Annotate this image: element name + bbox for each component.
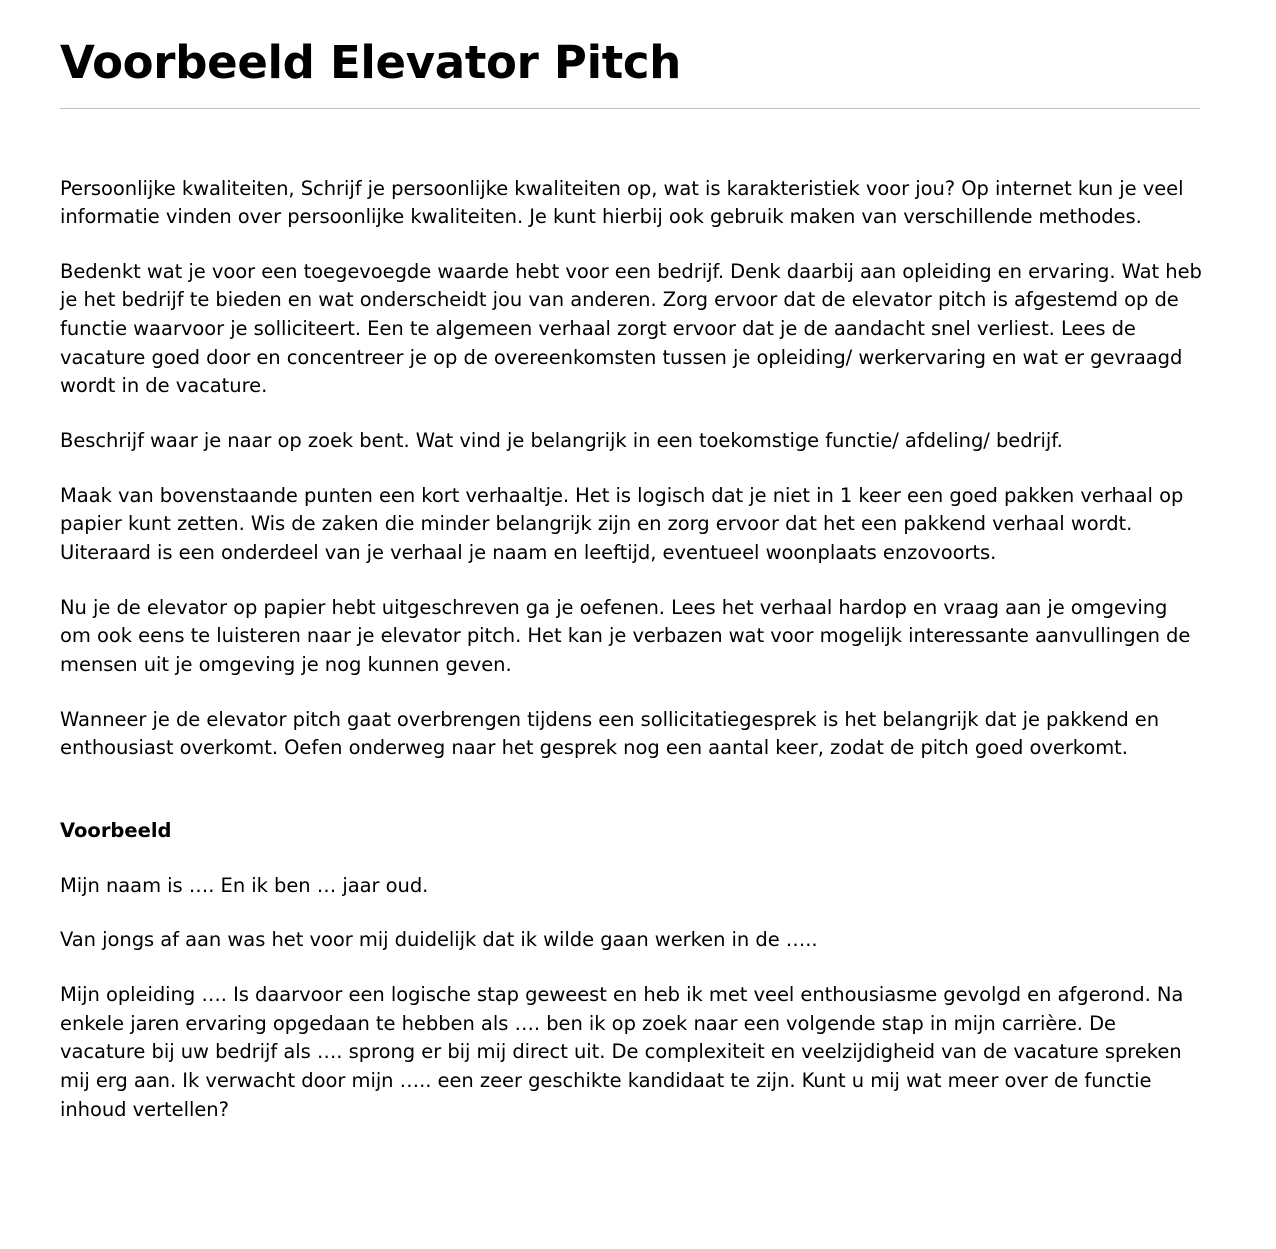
- paragraph: Mijn naam is …. En ik ben … jaar oud.: [60, 873, 429, 897]
- paragraph: Van jongs af aan was het voor mij duidelijk dat ik wilde gaan werken in de …..: [60, 928, 818, 952]
- paragraph: Mijn opleiding …. Is daarvoor een logische stap geweest en heb ik met veel enthousiasme gevolgd en afgerond. Na enkele jaren ervaring opgedaan te hebben als …. ben ik op zoek naar een volgende stap in mijn carrière. De vacature bij uw bedrijf als …. sprong er bij mij direct uit. De complexiteit en veelzijdigheid van de vacature spreken mij erg aan. Ik verwacht door mijn ….. een zeer geschikte kandidaat te zijn. Kunt u mij wat meer over de functie inhoud vertellen?: [60, 982, 1184, 1121]
- page-title: Voorbeeld Elevator Pitch: [60, 36, 682, 89]
- paragraph: Maak van bovenstaande punten een kort verhaaltje. Het is logisch dat je niet in 1 keer een goed pakken verhaal op papier kunt zetten. Wis de zaken die minder belangrijk zijn en zorg ervoor dat het een pakkend verhaal wordt. Uiteraard is een onderdeel van je verhaal je naam en leeftijd, eventueel woonplaats enzovoorts.: [60, 483, 1184, 565]
- paragraph: Nu je de elevator op papier hebt uitgeschreven ga je oefenen. Lees het verhaal hardop en vraag aan je omgeving om ook eens te luisteren naar je elevator pitch. Het kan je verbazen wat voor mogelijk interessante aanvullingen de mensen uit je omgeving je nog kunnen geven.: [60, 595, 1191, 677]
- paragraph: Beschrijf waar je naar op zoek bent. Wat vind je belangrijk in een toekomstige functie/ afdeling/ bedrijf.: [60, 429, 1063, 453]
- section-heading-voorbeeld: Voorbeeld: [60, 819, 172, 842]
- title-divider: [60, 108, 1200, 109]
- paragraph: Persoonlijke kwaliteiten, Schrijf je persoonlijke kwaliteiten op, wat is karakteristiek voor jou? Op internet kun je veel informatie vinden over persoonlijke kwaliteiten. Je kunt hierbij ook gebruik maken van verschillende methodes.: [60, 176, 1184, 229]
- section-spacer: [60, 789, 1202, 817]
- document-body: [60, 175, 1202, 1125]
- paragraph: Bedenkt wat je voor een toegevoegde waarde hebt voor een bedrijf. Denk daarbij aan opleiding en ervaring. Wat heb je het bedrijf te bieden en wat onderscheidt jou van anderen. Zorg ervoor dat de elevator pitch is afgestemd op de functie waarvoor je solliciteert. Een te algemeen verhaal zorgt ervoor dat je de aandacht snel verliest. Lees de vacature goed door en concentreer je op de overeenkomsten tussen je opleiding/ werkervaring en wat er gevraagd wordt in de vacature.: [60, 259, 1202, 398]
- paragraph: Wanneer je de elevator pitch gaat overbrengen tijdens een sollicitatiegesprek is het belangrijk dat je pakkend en enthousiast overkomt. Oefen onderweg naar het gesprek nog een aantal keer, zodat de pitch goed overkomt.: [60, 707, 1160, 760]
